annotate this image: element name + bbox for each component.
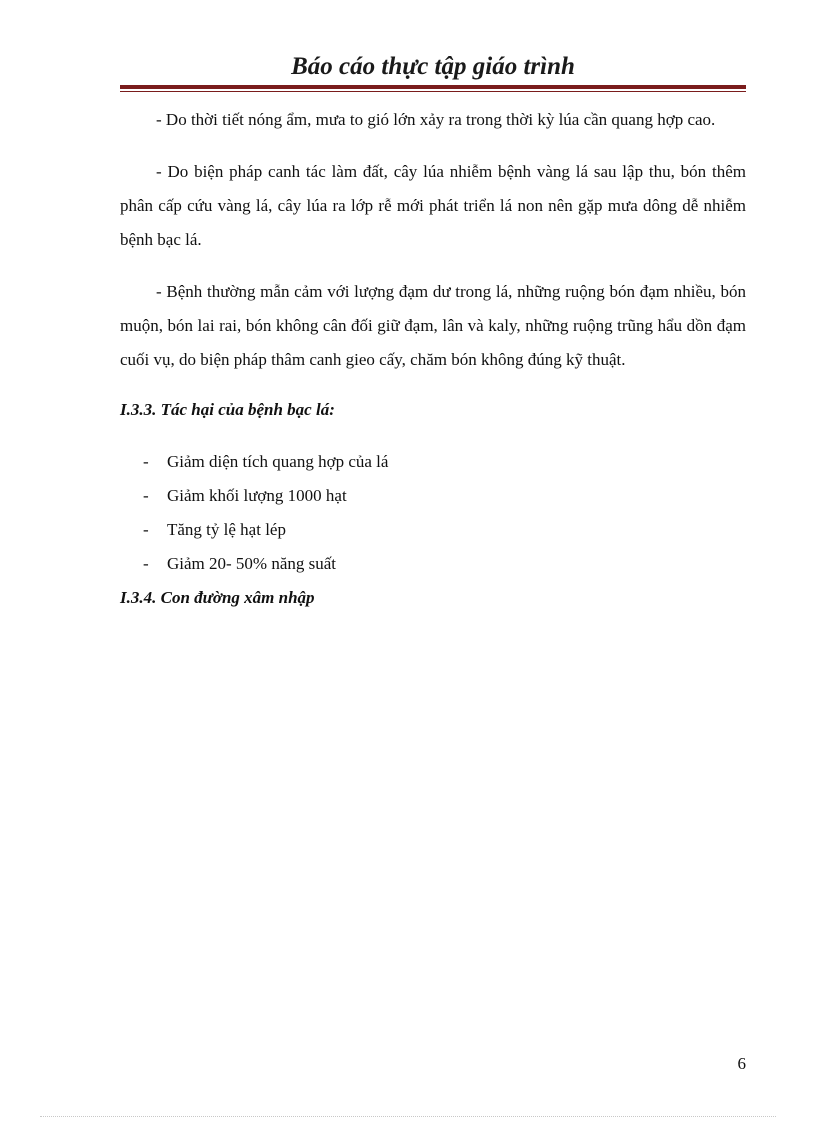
list-item (120, 513, 746, 547)
bullet-dash: - (143, 452, 149, 471)
header-rule-thin (120, 91, 746, 92)
list-item-text: Giảm 20- 50% năng suất (167, 554, 337, 573)
document-body (120, 103, 746, 615)
page-number: 6 (737, 1054, 746, 1073)
list-item (120, 547, 746, 581)
list-item-text: Giảm diện tích quang hợp của lá (167, 452, 389, 471)
header-rule-thick (120, 85, 746, 89)
paragraph-nitrogen-cause: - Bệnh thường mẫn cảm với lượng đạm dư trong lá, những ruộng bón đạm nhiều, bón muộn, bón lai rai, bón không cân đối giữ đạm, lân và kaly, những ruộng trũng hẩu dồn đạm cuối vụ, do biện pháp thâm canh gieo cấy, chăm bón không đúng kỹ thuật. (120, 282, 746, 369)
bullet-dash: - (143, 520, 149, 539)
list-item (120, 479, 746, 513)
damage-list (120, 445, 746, 581)
page-bottom-border (40, 1116, 776, 1117)
list-item (120, 445, 746, 479)
document-header-title: Báo cáo thực tập giáo trình (291, 53, 575, 80)
section-heading-damage: I.3.3. Tác hại của bệnh bạc lá: (120, 400, 335, 419)
bullet-dash: - (143, 554, 149, 573)
paragraph-weather-cause: - Do thời tiết nóng ẩm, mưa to gió lớn xảy ra trong thời kỳ lúa cần quang hợp cao. (156, 110, 716, 129)
bullet-dash: - (143, 486, 149, 505)
list-item-text: Tăng tỷ lệ hạt lép (167, 520, 286, 539)
paragraph-cultivation-cause: - Do biện pháp canh tác làm đất, cây lúa nhiễm bệnh vàng lá sau lập thu, bón thêm phân cấp cứu vàng lá, cây lúa ra lớp rễ mới phát triển lá non nên gặp mưa dông dễ nhiễm bệnh bạc lá. (120, 162, 746, 249)
list-item-text: Giảm khối lượng 1000 hạt (167, 486, 347, 505)
section-heading-infection-route: I.3.4. Con đường xâm nhập (120, 588, 315, 607)
